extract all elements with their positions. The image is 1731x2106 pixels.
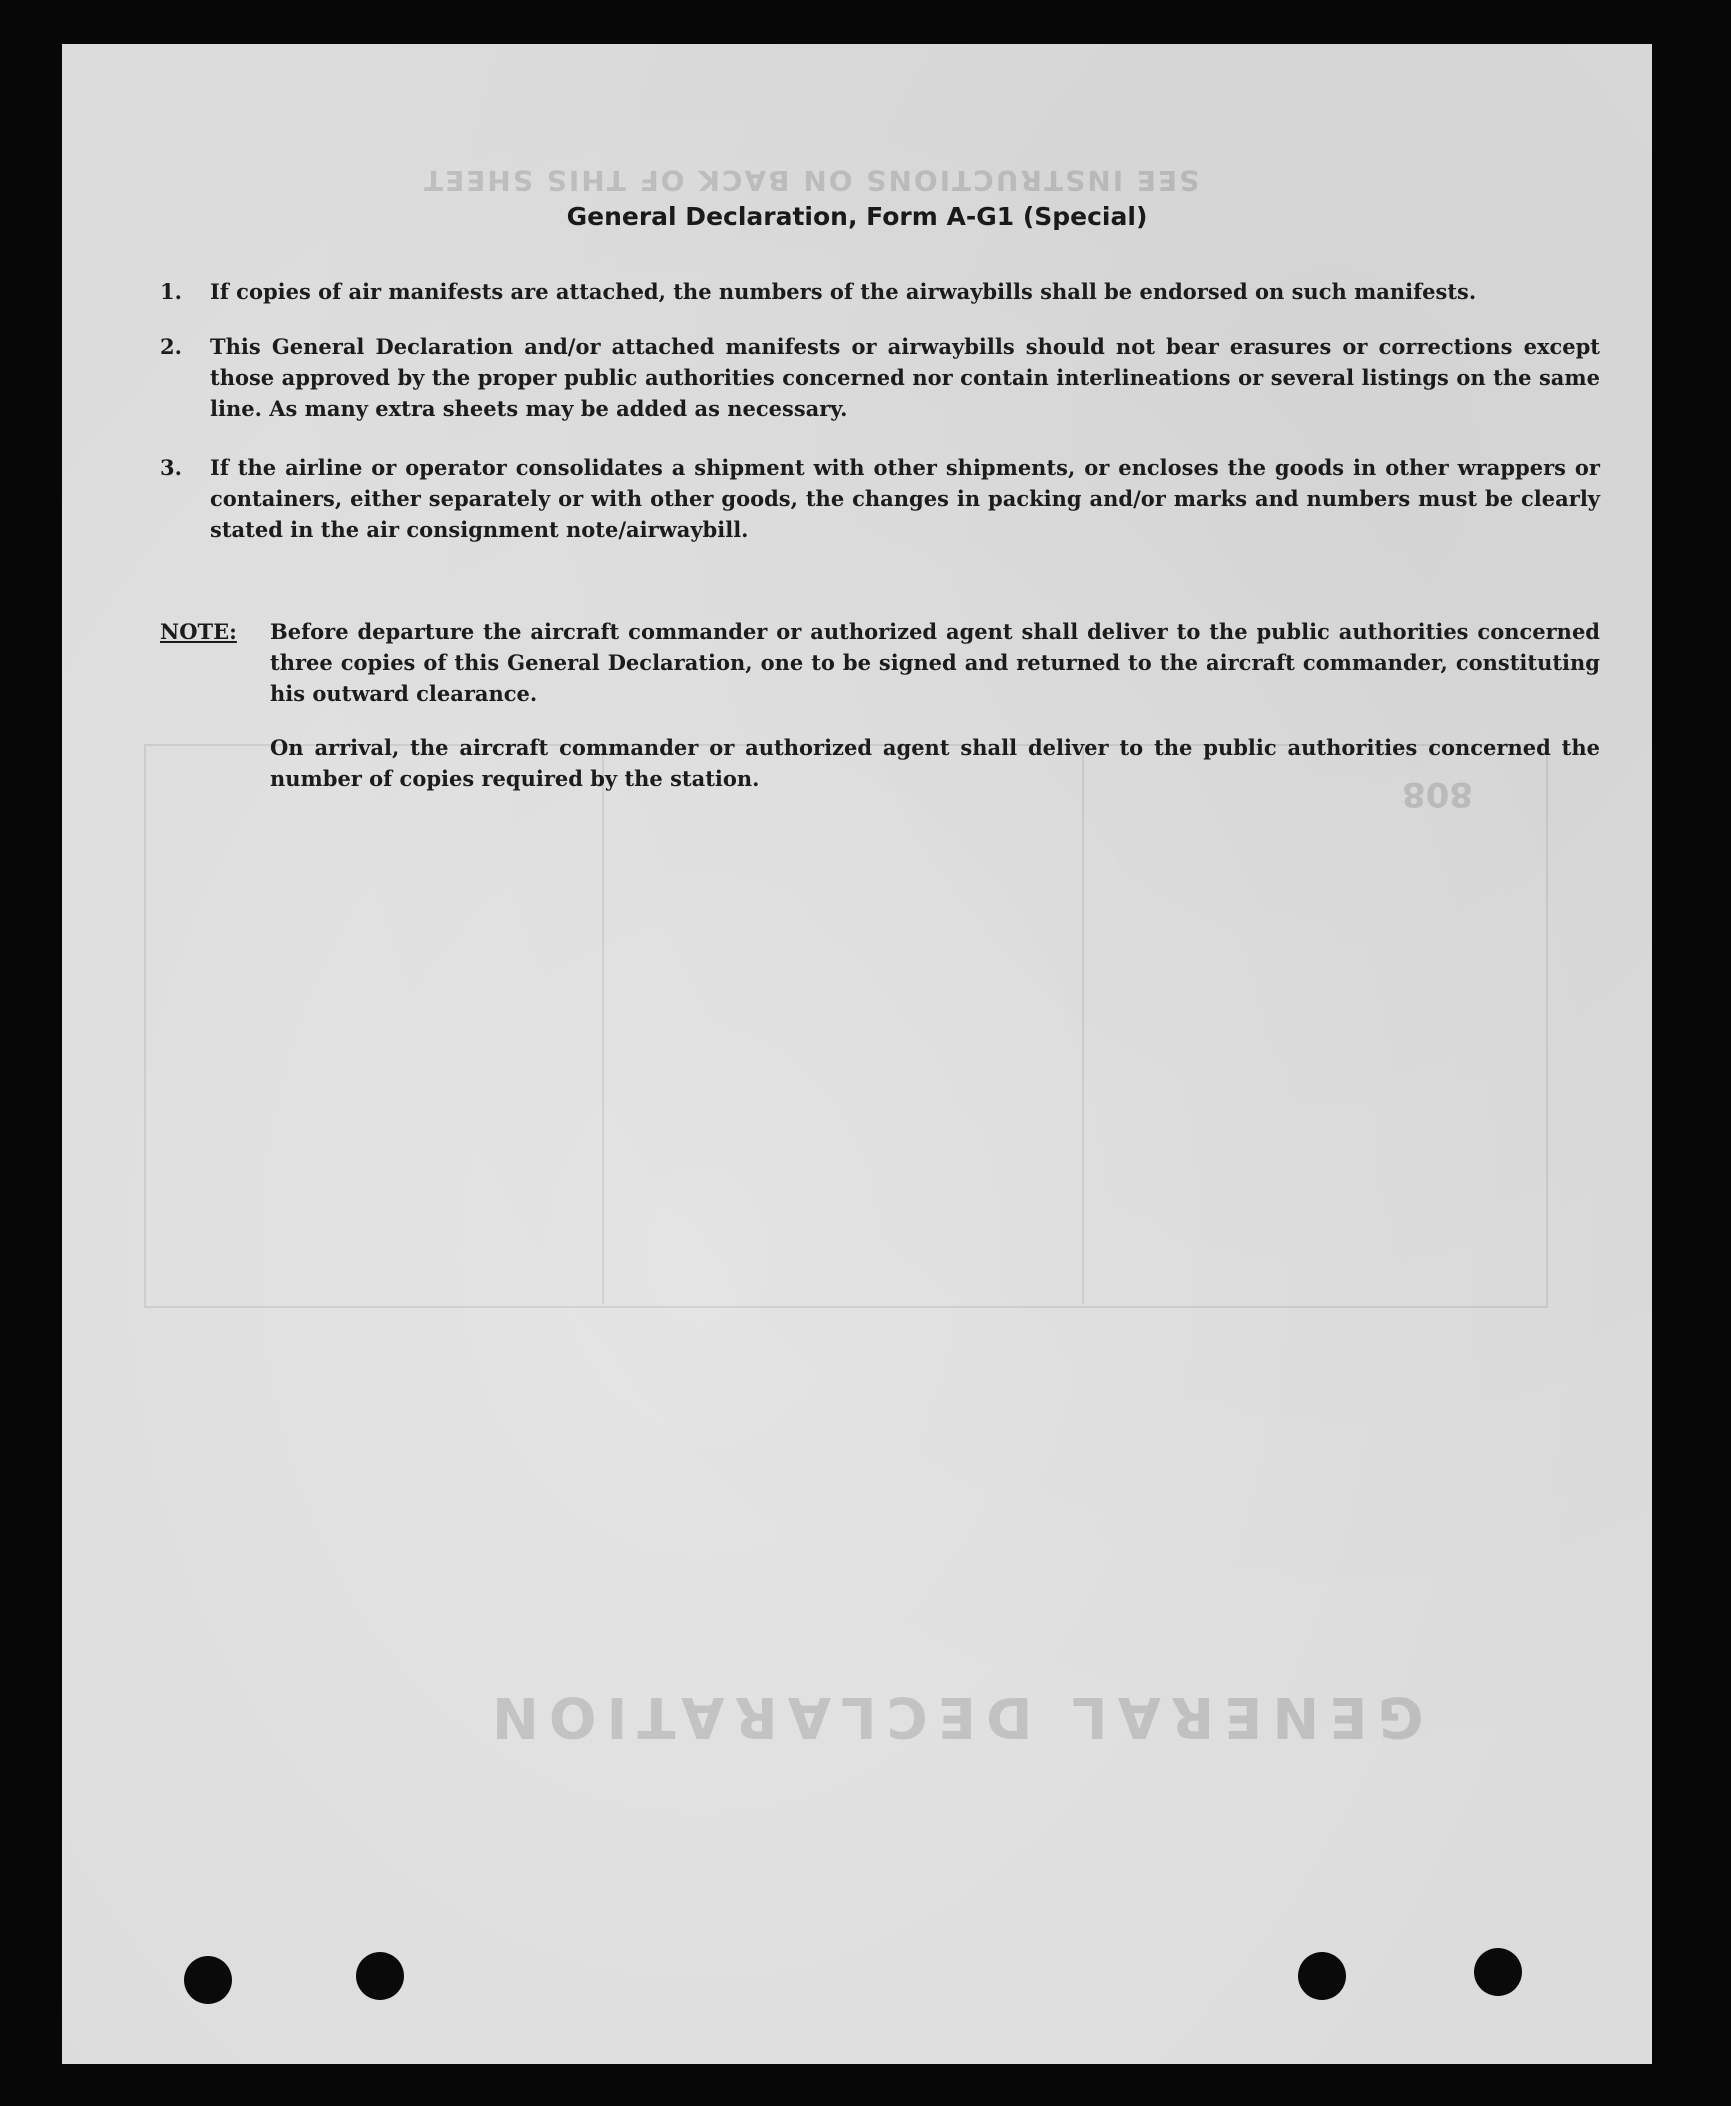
bleed-through-table-outline: [144, 744, 1548, 1308]
item-text: This General Declaration and/or attached manifests or airwaybills should not bear erasures or corrections except those approved by the proper public authorities concerned nor contain interlineations or several listings on the same line. As many extra sheets may be added as necessary.: [210, 334, 1600, 421]
punch-hole: [1474, 1948, 1522, 1996]
item-number: 2.: [160, 334, 182, 359]
document-sheet: [62, 44, 1652, 2064]
bleed-through-table-divider: [602, 744, 604, 1304]
note-paragraph-1: Before departure the aircraft commander or authorized agent shall deliver to the public authorities concerned three copies of this General Declaration, one to be signed and returned to the aircraft commander, constituting his outward clearance.: [270, 619, 1600, 706]
instruction-item-1: [160, 276, 1600, 307]
item-number: 1.: [160, 279, 182, 304]
item-number: 3.: [160, 455, 182, 480]
instruction-item-3: [160, 452, 1600, 545]
punch-hole: [184, 1956, 232, 2004]
instruction-item-2: [160, 331, 1600, 424]
punch-hole: [1298, 1952, 1346, 2000]
note-paragraph-2: On arrival, the aircraft commander or authorized agent shall deliver to the public authorities concerned the number of copies required by the station.: [270, 735, 1600, 791]
form-title: General Declaration, Form A-G1 (Special): [566, 202, 1148, 231]
note-label: NOTE:: [160, 619, 237, 644]
punch-hole: [356, 1952, 404, 2000]
bleed-through-code: 808: [1402, 774, 1473, 814]
item-text: If copies of air manifests are attached, the numbers of the airwaybills shall be endorsed on such manifests.: [210, 279, 1477, 304]
bleed-through-large-title: GENERAL DECLARATION: [482, 1684, 1424, 1749]
bleed-through-top-line: SEE INSTRUCTIONS ON BACK OF THIS SHEET: [422, 164, 1200, 197]
item-text: If the airline or operator consolidates a shipment with other shipments, or encloses the goods in other wrappers or containers, either separately or with other goods, the changes in packing and/or marks and numbers must be clearly stated in the air consignment note/airwaybill.: [210, 455, 1600, 542]
bleed-through-table-divider: [1082, 744, 1084, 1304]
